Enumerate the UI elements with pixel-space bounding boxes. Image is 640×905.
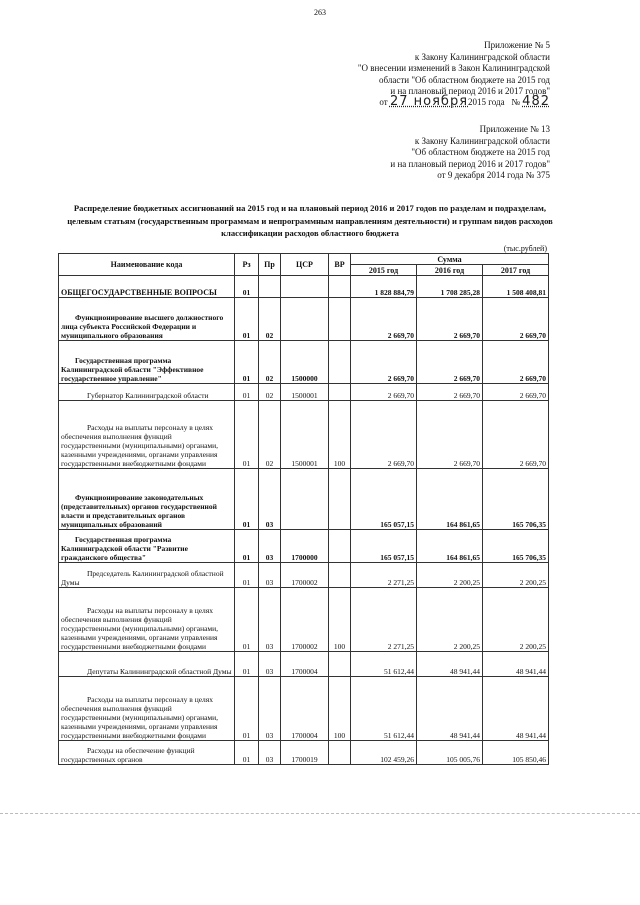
row-name: Губернатор Калининградской области: [59, 384, 235, 401]
page-number: 263: [314, 8, 326, 17]
row-rz: 01: [235, 384, 259, 401]
header-csr: ЦСР: [281, 254, 329, 276]
row-csr: 1700004: [281, 677, 329, 741]
row-pr: 02: [259, 298, 281, 341]
appendix-13-line: от 9 декабря 2014 года № 375: [437, 170, 550, 180]
row-name: Расходы на обеспечение функций государственных органов: [59, 741, 235, 765]
header-2017: 2017 год: [483, 265, 549, 276]
row-pr: 03: [259, 652, 281, 677]
row-2017: 2 669,70: [483, 341, 549, 384]
row-rz: 01: [235, 588, 259, 652]
row-2016: 2 669,70: [417, 401, 483, 469]
row-name: Расходы на выплаты персоналу в целях обеспечения выполнения функций государственными (муниципальными) органами, казенными учреждениями, органами управления государственными внебюджетными фондами: [59, 588, 235, 652]
date-suffix: 2015 года: [468, 96, 505, 107]
row-2015: 102 459,26: [351, 741, 417, 765]
row-pr: 03: [259, 741, 281, 765]
row-2016: 2 669,70: [417, 341, 483, 384]
row-pr: 03: [259, 469, 281, 530]
table-row: [59, 298, 549, 341]
row-csr: 1700002: [281, 563, 329, 588]
appendix-5-line: области "Об областном бюджете на 2015 год: [379, 74, 550, 85]
row-2016: 2 669,70: [417, 298, 483, 341]
row-pr: 02: [259, 384, 281, 401]
row-2017: 2 200,25: [483, 563, 549, 588]
row-name: Расходы на выплаты персоналу в целях обеспечения выполнения функций государственными (муниципальными) органами, казенными учреждениями, органами управления государственными внебюджетными фондами: [59, 677, 235, 741]
row-csr: 1700000: [281, 530, 329, 563]
row-rz: 01: [235, 677, 259, 741]
appendix-13-header: [390, 124, 550, 182]
row-csr: [281, 276, 329, 298]
row-csr: [281, 298, 329, 341]
row-csr: 1700004: [281, 652, 329, 677]
row-2016: 2 200,25: [417, 563, 483, 588]
appendix-13-line: "Об областном бюджете на 2015 год: [411, 147, 550, 157]
row-2017: 48 941,44: [483, 677, 549, 741]
row-rz: 01: [235, 341, 259, 384]
row-name: Функционирование высшего должностного лица субъекта Российской Федерации и муниципального образования: [59, 298, 235, 341]
row-pr: 02: [259, 341, 281, 384]
row-rz: 01: [235, 741, 259, 765]
row-2015: 1 828 884,79: [351, 276, 417, 298]
row-vr: [329, 741, 351, 765]
row-2017: 2 669,70: [483, 384, 549, 401]
row-2015: 2 271,25: [351, 588, 417, 652]
table-row: [59, 401, 549, 469]
row-2015: 51 612,44: [351, 677, 417, 741]
row-csr: 1500001: [281, 384, 329, 401]
appendix-5-header: [358, 40, 550, 108]
appendix-5-line: "О внесении изменений в Закон Калининградской: [357, 63, 550, 73]
row-2016: 2 200,25: [417, 588, 483, 652]
row-2016: 164 861,65: [417, 530, 483, 563]
row-rz: 01: [235, 401, 259, 469]
row-2017: 2 669,70: [483, 401, 549, 469]
row-pr: [259, 276, 281, 298]
table-row: [59, 341, 549, 384]
row-csr: 1500001: [281, 401, 329, 469]
row-2017: 165 706,35: [483, 530, 549, 563]
header-name: Наименование кода: [59, 254, 235, 276]
row-pr: 03: [259, 677, 281, 741]
table-row: [59, 741, 549, 765]
row-2017: 165 706,35: [483, 469, 549, 530]
row-2015: 165 057,15: [351, 469, 417, 530]
row-2015: 2 271,25: [351, 563, 417, 588]
appendix-5-date-line: [358, 93, 550, 109]
row-vr: [329, 298, 351, 341]
header-sum: Сумма: [351, 254, 549, 265]
row-vr: [329, 652, 351, 677]
row-vr: [329, 341, 351, 384]
row-vr: [329, 563, 351, 588]
row-rz: 01: [235, 469, 259, 530]
row-2017: 2 200,25: [483, 588, 549, 652]
table-row: [59, 563, 549, 588]
row-pr: 03: [259, 530, 281, 563]
row-2017: 2 669,70: [483, 298, 549, 341]
row-2015: 2 669,70: [351, 401, 417, 469]
row-name: Государственная программа Калининградской области "Эффективное государственное управление": [59, 341, 235, 384]
row-rz: 01: [235, 298, 259, 341]
row-vr: [329, 530, 351, 563]
row-name: Председатель Калининградской областной Думы: [59, 563, 235, 588]
appendix-13-line: к Закону Калининградской области: [414, 135, 550, 146]
header-vr: ВР: [329, 254, 351, 276]
appendix-5-line: к Закону Калининградской области: [414, 51, 550, 62]
row-2016: 2 669,70: [417, 384, 483, 401]
row-vr: [329, 384, 351, 401]
table-row: [59, 588, 549, 652]
appendix-5-line: Приложение № 5: [484, 40, 550, 50]
row-vr: 100: [329, 677, 351, 741]
row-csr: [281, 469, 329, 530]
table-row: [59, 469, 549, 530]
row-pr: 03: [259, 563, 281, 588]
row-csr: 1700019: [281, 741, 329, 765]
row-2016: 1 708 285,28: [417, 276, 483, 298]
header-2016: 2016 год: [417, 265, 483, 276]
document-title: Распределение бюджетных ассигнований на 2015 год и на плановый период 2016 и 2017 годов по разделам и подразделам, целевым статьям (государственным программам и непрограммным направлениям деятельности) и группам видов расходов классификации расходов областного бюджета: [67, 203, 553, 238]
row-2015: 51 612,44: [351, 652, 417, 677]
appendix-13-line: и на плановый период 2016 и 2017 годов": [390, 158, 550, 169]
row-name: Функционирование законодательных (представительных) органов государственной власти и представительных органов муниципальных образований: [59, 469, 235, 530]
appendix-5-line: и на плановый период 2016 и 2017 годов": [390, 86, 550, 96]
date-prefix: от: [379, 96, 388, 107]
budget-table: [58, 253, 549, 765]
row-2015: 2 669,70: [351, 384, 417, 401]
table-row: [59, 530, 549, 563]
row-vr: [329, 276, 351, 298]
units-label: (тыс.рублей): [503, 244, 547, 253]
row-rz: 01: [235, 563, 259, 588]
appendix-13-line: Приложение № 13: [479, 124, 550, 134]
header-rz: Рз: [235, 254, 259, 276]
row-rz: 01: [235, 652, 259, 677]
row-2015: 2 669,70: [351, 341, 417, 384]
row-2015: 2 669,70: [351, 298, 417, 341]
table-row: [59, 677, 549, 741]
row-name: Государственная программа Калининградской области "Развитие гражданского общества": [59, 530, 235, 563]
number-sign: №: [511, 96, 520, 107]
header-pr: Пр: [259, 254, 281, 276]
row-vr: [329, 469, 351, 530]
handwritten-date: 27 ноября: [389, 93, 469, 109]
row-2017: 48 941,44: [483, 652, 549, 677]
row-csr: 1500000: [281, 341, 329, 384]
row-2017: 1 508 408,81: [483, 276, 549, 298]
row-rz: 01: [235, 276, 259, 298]
row-rz: 01: [235, 530, 259, 563]
row-name: Расходы на выплаты персоналу в целях обеспечения выполнения функций государственными (муниципальными) органами, казенными учреждениями, органами управления государственными внебюджетными фондами: [59, 401, 235, 469]
row-2016: 48 941,44: [417, 652, 483, 677]
row-name: ОБЩЕГОСУДАРСТВЕННЫЕ ВОПРОСЫ: [59, 276, 235, 298]
table-row: [59, 384, 549, 401]
row-vr: 100: [329, 401, 351, 469]
table-header-row: [59, 254, 549, 265]
table-row: [59, 652, 549, 677]
row-2016: 48 941,44: [417, 677, 483, 741]
row-2017: 105 850,46: [483, 741, 549, 765]
page-cut-line: [0, 813, 640, 814]
row-csr: 1700002: [281, 588, 329, 652]
row-2016: 105 005,76: [417, 741, 483, 765]
table-row: [59, 276, 549, 298]
row-2015: 165 057,15: [351, 530, 417, 563]
handwritten-number: 482: [522, 93, 550, 109]
row-name: Депутаты Калининградской областной Думы: [59, 652, 235, 677]
row-pr: 02: [259, 401, 281, 469]
header-2015: 2015 год: [351, 265, 417, 276]
row-vr: 100: [329, 588, 351, 652]
row-pr: 03: [259, 588, 281, 652]
row-2016: 164 861,65: [417, 469, 483, 530]
